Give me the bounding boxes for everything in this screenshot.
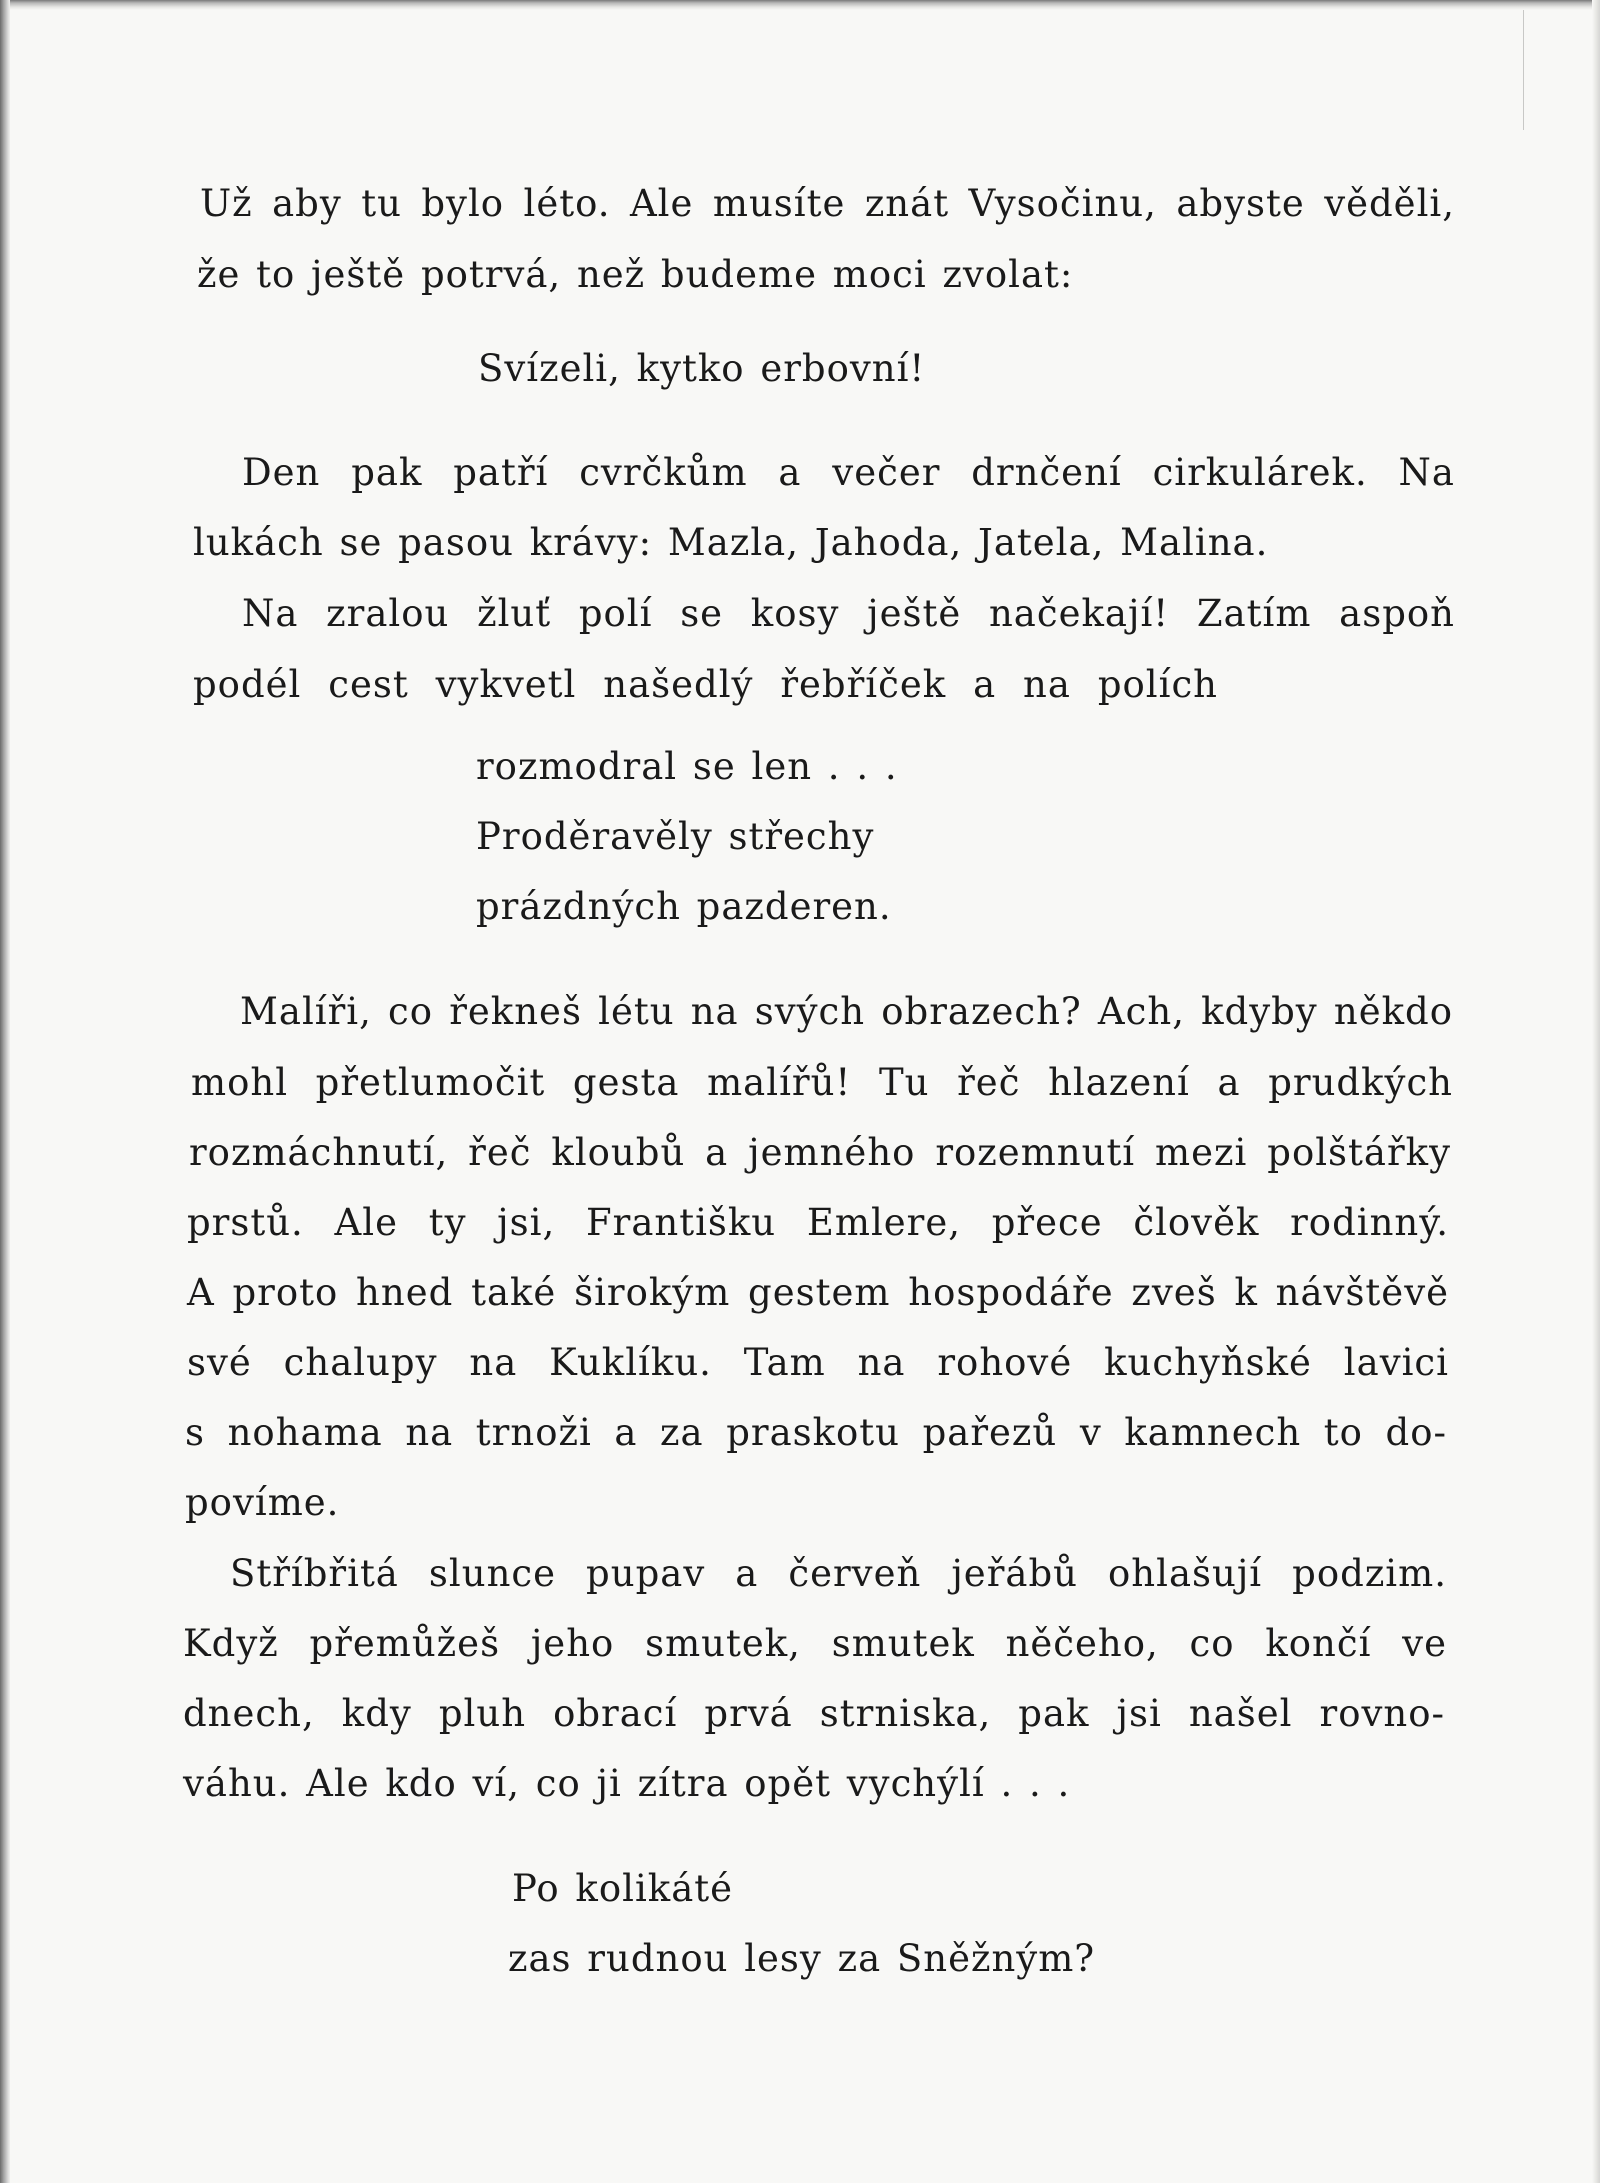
paragraph-2-line-1: Den pak patří cvrčkům a večer drnčení cirkulárek. Na: [242, 451, 1455, 494]
verse-2-line-1: rozmodral se len . . .: [476, 745, 898, 788]
page-edge-left: [0, 0, 10, 2183]
paragraph-4-line-1: Stříbřitá slunce pupav a červeň jeřábů ohlašují podzim.: [230, 1552, 1447, 1595]
paragraph-4-line-3: dnech, kdy pluh obrací prvá strniska, pak jsi našel rovno-: [183, 1692, 1445, 1735]
paragraph-3-line-7: s nohama na trnoži a za praskotu pařezů v kamnech to do-: [185, 1411, 1447, 1454]
verse-3-line-2: zas rudnou lesy za Sněžným?: [508, 1937, 1096, 1980]
paragraph-3-line-8: povíme.: [185, 1481, 340, 1524]
paragraph-1-line-2: že to ještě potrvá, než budeme moci zvolat:: [197, 253, 1074, 296]
paragraph-3-line-4: prstů. Ale ty jsi, Františku Emlere, přece člověk rodinný.: [187, 1201, 1449, 1244]
verse-3-line-1: Po kolikáté: [512, 1867, 734, 1910]
page-edge-top: [0, 0, 1600, 10]
paragraph-4-line-4: váhu. Ale kdo ví, co ji zítra opět vychýlí . . .: [183, 1762, 1071, 1805]
verse-1-line-1: Svízeli, kytko erbovní!: [478, 347, 926, 390]
verse-2-line-2: Proděravěly střechy: [476, 815, 875, 858]
paragraph-3-line-5: A proto hned také širokým gestem hospodáře zveš k návštěvě: [187, 1271, 1449, 1314]
paragraph-3-line-6: své chalupy na Kuklíku. Tam na rohové kuchyňské lavici: [187, 1341, 1449, 1384]
verse-2-line-3: prázdných pazderen.: [476, 885, 892, 928]
page-edge-right: [1592, 0, 1600, 2183]
paragraph-3-line-3: rozmáchnutí, řeč kloubů a jemného rozemnutí mezi polštářky: [189, 1131, 1451, 1174]
paragraph-3-line-1: Malíři, co řekneš létu na svých obrazech? Ach, kdyby někdo: [240, 990, 1453, 1033]
paragraph-4-line-2: Když přemůžeš jeho smutek, smutek něčeho, co končí ve: [183, 1622, 1447, 1665]
paragraph-3-line-2: mohl přetlumočit gesta malířů! Tu řeč hlazení a prudkých: [191, 1061, 1453, 1104]
page-fold-mark: [1523, 10, 1524, 130]
paragraph-2-line-2: lukách se pasou krávy: Mazla, Jahoda, Jatela, Malina.: [193, 521, 1269, 564]
paragraph-2-line-4: podél cest vykvetl našedlý řebříček a na polích: [193, 663, 1218, 706]
paragraph-2-line-3: Na zralou žluť polí se kosy ještě načekají! Zatím aspoň: [242, 592, 1455, 635]
paragraph-1-line-1: Už aby tu bylo léto. Ale musíte znát Vysočinu, abyste věděli,: [200, 182, 1455, 225]
